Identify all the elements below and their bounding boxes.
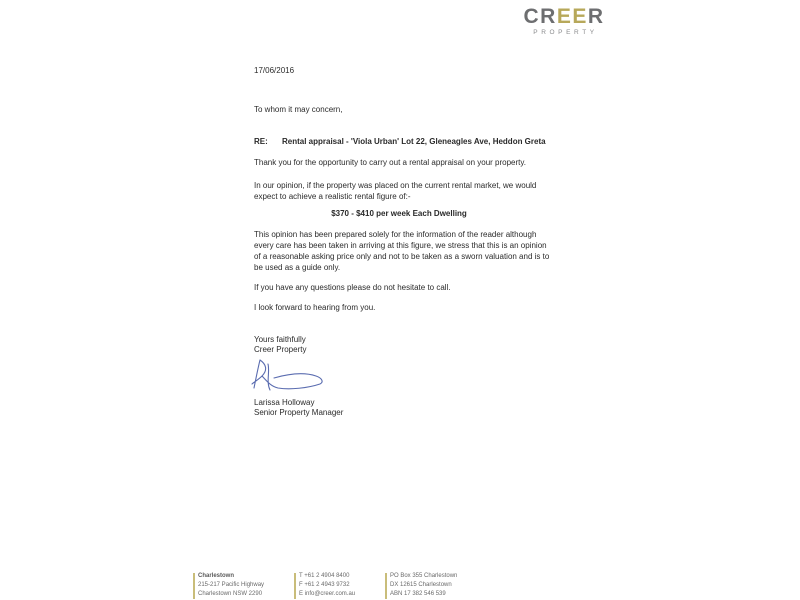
paragraph-opinion-line-2: expect to achieve a realistic rental figure of:-	[254, 192, 411, 201]
salutation: To whom it may concern,	[254, 105, 343, 114]
paragraph-disclaimer-line-2: every care has been taken in arriving at this figure, we stress that this is an opinion	[254, 241, 547, 250]
footer-postal	[390, 572, 457, 599]
paragraph-disclaimer-line-4: be used as a guide only.	[254, 263, 341, 272]
footer-phone: T +61 2 4904 8400	[299, 573, 350, 579]
footer-office-street: 215-217 Pacific Highway	[198, 582, 265, 588]
footer-fax: F +61 2 4943 9732	[299, 582, 350, 588]
signer-name: Larissa Holloway	[254, 398, 315, 407]
logo-subtext: PROPERTY	[533, 29, 598, 36]
footer-divider-contact	[294, 573, 296, 599]
signer-title: Senior Property Manager	[254, 408, 344, 417]
footer-office-name: Charlestown	[198, 573, 235, 579]
paragraph-closing: I look forward to hearing from you.	[254, 303, 376, 312]
footer-office-suburb: Charlestown NSW 2290	[198, 591, 263, 597]
company-name: Creer Property	[254, 345, 307, 354]
footer-dx: DX 12615 Charlestown	[390, 582, 452, 588]
paragraph-questions: If you have any questions please do not hesitate to call.	[254, 283, 451, 292]
footer-email: E info@creer.com.au	[299, 591, 356, 597]
re-label: RE:	[254, 137, 268, 146]
footer-abn: ABN 17 382 546 539	[390, 591, 446, 597]
paragraph-opinion-line-1: In our opinion, if the property was placed on the current rental market, we would	[254, 181, 537, 190]
footer-office	[198, 572, 264, 599]
company-logo	[520, 6, 608, 36]
rental-figure: $370 - $410 per week Each Dwelling	[331, 209, 467, 218]
handwritten-signature	[248, 354, 328, 394]
footer-po-box: PO Box 355 Charlestown	[390, 573, 458, 579]
re-subject: Rental appraisal - 'Viola Urban' Lot 22, Gleneagles Ave, Heddon Greta	[282, 137, 546, 146]
footer-contact	[299, 572, 355, 599]
paragraph-disclaimer-line-3: of a reasonable asking price only and not to be taken as a sworn valuation and is to	[254, 252, 550, 261]
letter-date: 17/06/2016	[254, 66, 295, 75]
footer-divider-postal	[385, 573, 387, 599]
closing-phrase: Yours faithfully	[254, 335, 306, 344]
paragraph-thanks: Thank you for the opportunity to carry out a rental appraisal on your property.	[254, 158, 526, 167]
paragraph-disclaimer-line-1: This opinion has been prepared solely for the information of the reader although	[254, 230, 537, 239]
footer-divider-office	[193, 573, 195, 599]
logo-wordmark: CREER	[523, 5, 605, 28]
